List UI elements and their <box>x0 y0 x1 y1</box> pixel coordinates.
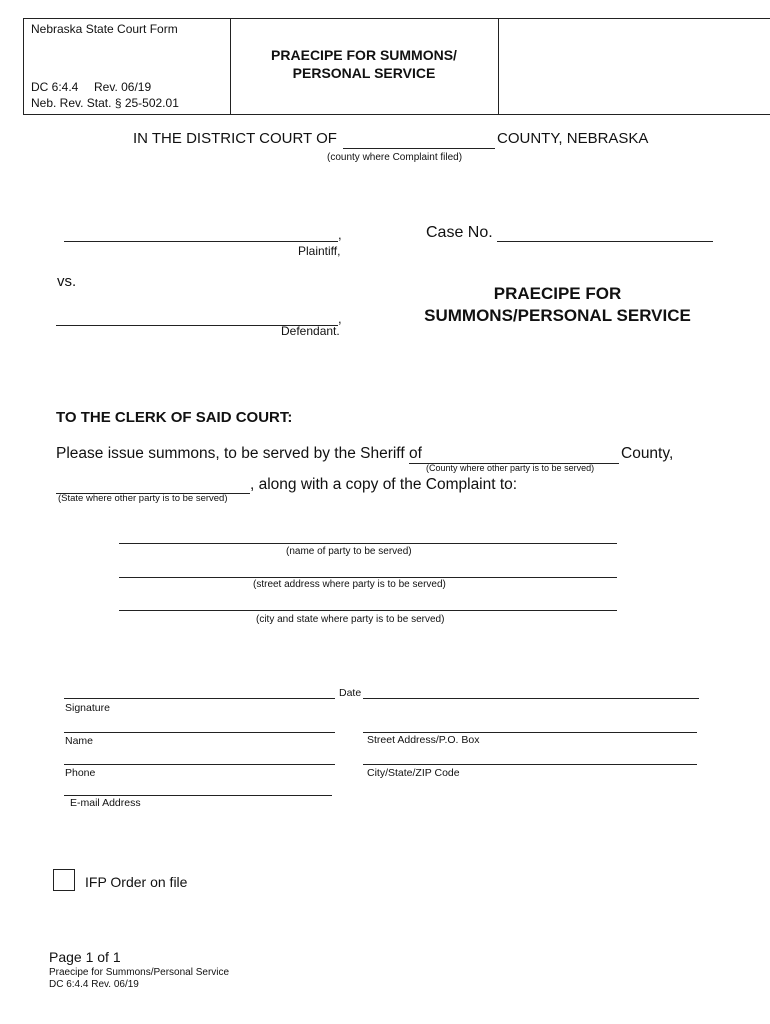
street-address-label: Street Address/P.O. Box <box>367 734 480 746</box>
court-county-input[interactable] <box>343 131 495 149</box>
party-city-input[interactable] <box>119 593 617 611</box>
party-street-input[interactable] <box>119 560 617 578</box>
form-source: Nebraska State Court Form <box>31 22 178 36</box>
court-county-hint: (county where Complaint filed) <box>327 152 463 163</box>
party-name-hint: (name of party to be served) <box>286 546 412 557</box>
sheriff-county-input[interactable] <box>409 446 619 464</box>
court-suffix: COUNTY, NEBRASKA <box>497 130 649 147</box>
defendant-comma: , <box>338 311 342 326</box>
party-city-hint: (city and state where party is to be served) <box>256 614 445 625</box>
name-input[interactable] <box>64 715 335 733</box>
service-state-input[interactable] <box>56 476 250 494</box>
along-with-text: , along with a copy of the Complaint to: <box>250 476 518 493</box>
footer-form-rev: DC 6:4.4 Rev. 06/19 <box>49 979 139 990</box>
party-street-hint: (street address where party is to be served) <box>253 579 446 590</box>
street-address-input[interactable] <box>363 715 697 733</box>
phone-label: Phone <box>65 767 96 779</box>
header-title: PRAECIPE FOR SUMMONS/ PERSONAL SERVICE <box>271 47 457 81</box>
plaintiff-comma: , <box>338 227 342 242</box>
ifp-checkbox[interactable] <box>53 869 75 891</box>
email-input[interactable] <box>64 778 332 796</box>
name-label: Name <box>65 735 94 747</box>
form-revision: Rev. 06/19 <box>94 80 152 94</box>
court-prefix: IN THE DISTRICT COURT OF <box>133 130 337 147</box>
document-title: PRAECIPE FOR SUMMONS/PERSONAL SERVICE <box>424 284 691 325</box>
page-number: Page 1 of 1 <box>49 949 121 965</box>
ifp-label: IFP Order on file <box>85 874 188 890</box>
date-input[interactable] <box>363 681 699 699</box>
footer-form-name: Praecipe for Summons/Personal Service <box>49 967 230 978</box>
date-label: Date <box>339 687 362 699</box>
to-clerk-heading: TO THE CLERK OF SAID COURT: <box>56 409 293 426</box>
versus-text: vs. <box>57 273 77 290</box>
party-name-input[interactable] <box>119 526 617 544</box>
case-number-label: Case No. <box>426 224 493 241</box>
city-state-zip-label: City/State/ZIP Code <box>367 767 460 779</box>
plaintiff-input[interactable] <box>64 224 338 242</box>
city-state-zip-input[interactable] <box>363 747 697 765</box>
header-divider <box>498 19 499 114</box>
form-number: DC 6:4.4 <box>31 80 79 94</box>
defendant-label: Defendant. <box>281 324 340 338</box>
statute-reference: Neb. Rev. Stat. § 25-502.01 <box>31 96 179 110</box>
phone-input[interactable] <box>64 747 335 765</box>
service-state-hint: (State where other party is to be served) <box>58 493 228 504</box>
signature-label: Signature <box>65 702 110 714</box>
sheriff-county-hint: (County where other party is to be served) <box>426 463 595 473</box>
signature-input[interactable] <box>64 681 335 699</box>
county-word: County, <box>621 445 674 462</box>
plaintiff-label: Plaintiff, <box>298 244 341 258</box>
case-number-input[interactable] <box>497 224 713 242</box>
email-label: E-mail Address <box>70 797 141 809</box>
issue-summons-text: Please issue summons, to be served by the Sheriff of <box>56 445 422 462</box>
